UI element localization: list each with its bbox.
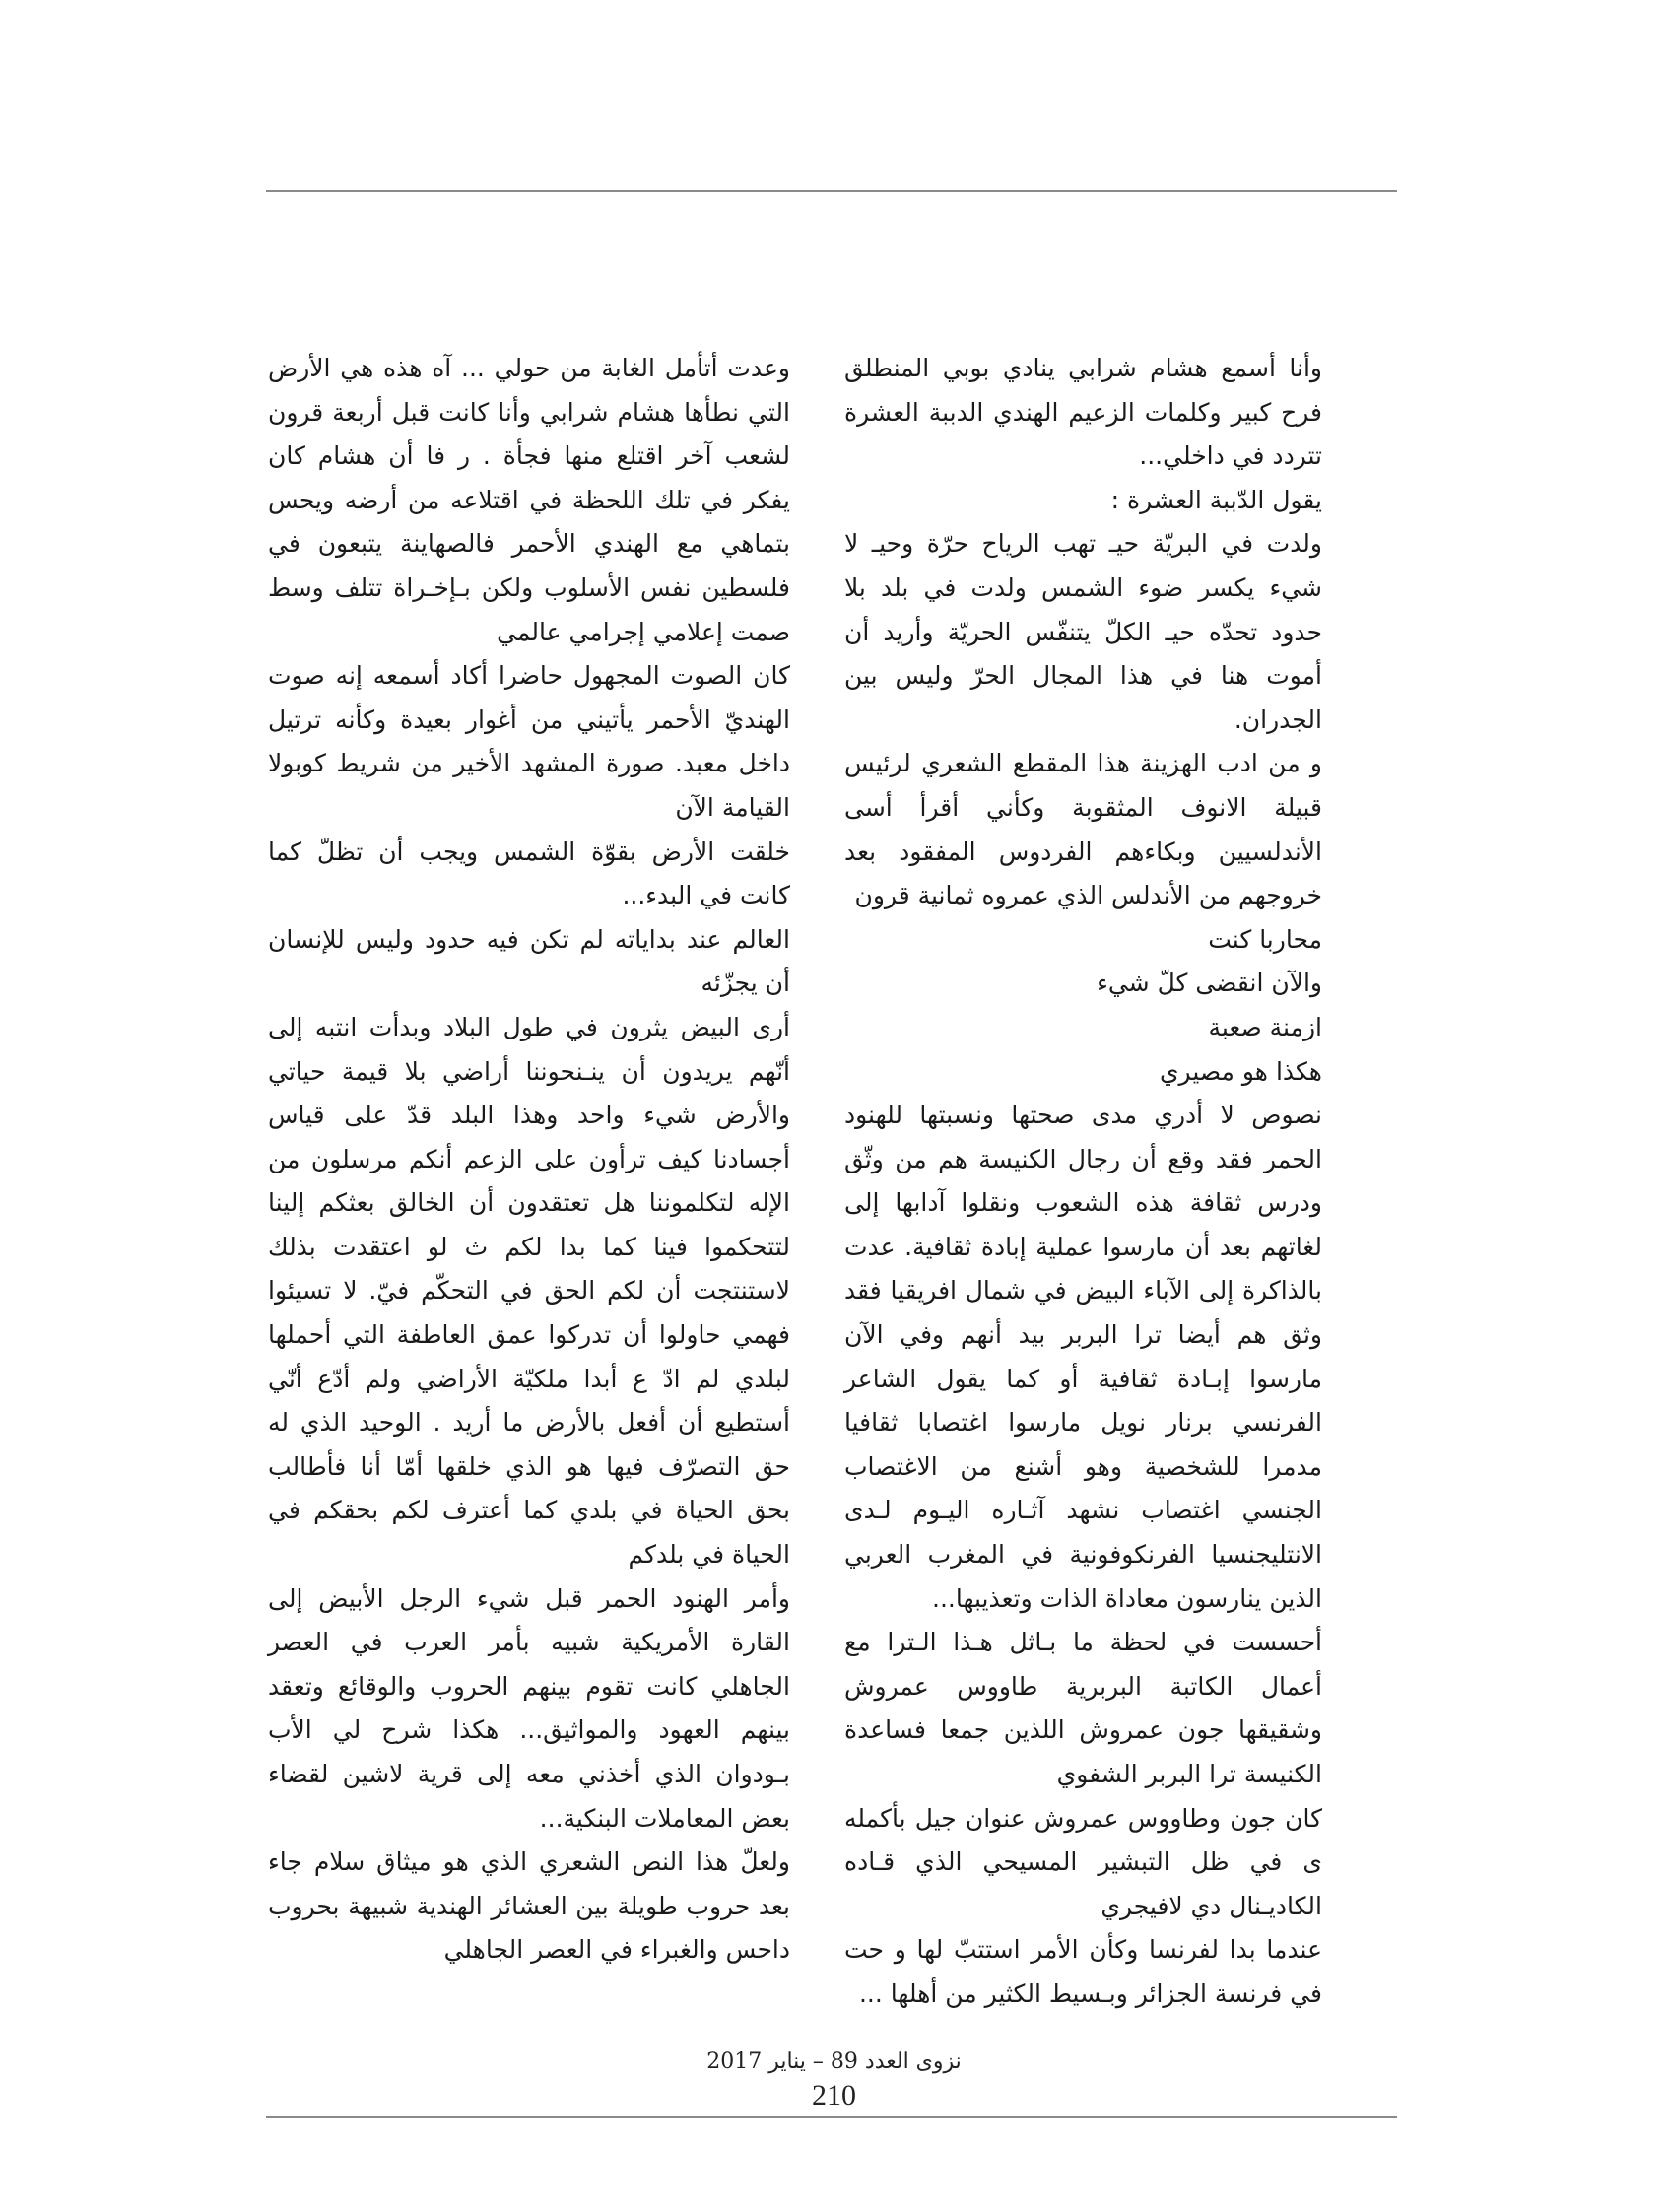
paragraph: يقول الدّببة العشرة :: [1110, 485, 1322, 514]
poem-line: والآن انقضى كلّ شيء: [1097, 969, 1322, 998]
poem-line: ازمنة صعبة: [1208, 1012, 1322, 1041]
footer-issue-info: نزوى العدد 89 – يناير 2017: [706, 2049, 962, 2074]
footer-rule: [266, 2116, 1397, 2118]
paragraph: عندما بدا لفرنسا وكأن الأمر استتبّ لها و حت في فرنسة الجزائر وبـسيط الكثير من أهلها ...: [844, 1935, 1322, 2008]
paragraph: ولدت في البريّة حيـ تهب الرياح حرّة وحيـ لا شيء يكسر ضوء الشمس ولدت في بلد بلا حدود تحدّه حيـ الكلّ يتنفّس الحريّة وأريد أن أموت هنا في هذا المجال الحرّ وليس بين الجدران.: [844, 529, 1322, 734]
poem-line: هكذا هو مصيري: [1159, 1056, 1322, 1086]
paragraph: أرى البيض يثرون في طول البلاد وبدأت انتبه إلى أنّهم يريدون أن ينـنحوننا أراضي بلا قيمة حياتي والأرض شيء واحد وهذا البلد قدّ على قياس أجسادنا كيف ترأون على الزعم أنكم مرسلون من الإله لتكلموننا هل تعتقدون أن الخالق بعثكم إلينا لتتحكموا فينا كما بدا لكم ث لو اعتقدت بذلك لاستنتجت أن لكم الحق في التحكّم فيّ. لا تسيئوا فهمي حاولوا أن تدركوا عمق العاطفة التي أحملها لبلدي لم ادّ ع أبدا ملكيّة الأراضي ولم أدّع أنّي أستطيع أن أفعل بالأرض ما أريد . الوحيد الذي له حق التصرّف فيها هو الذي خلقها أمّا أنا فأطالب بحق الحياة في بلدي كما أعترف لكم بحقكم في الحياة في بلدكم: [268, 1012, 790, 1570]
page-number: 210: [812, 2079, 856, 2111]
paragraph: و من ادب الهزينة هذا المقطع الشعري لرئيس قبيلة الانوف المثقوبة وكأني أقرأ أسى الأندلسيين وبكاءهم الفردوس المفقود بعد خروجهم من الأندلس الذي عمروه ثمانية قرون: [844, 749, 1322, 910]
paragraph: كان الصوت المجهول حاضرا أكاد أسمعه إنه صوت الهنديّ الأحمر يأتيني من أغوار بعيدة وكأنه ترتيل داخل معبد. صورة المشهد الأخير من شريط كوبولا القيامة الآن: [268, 661, 790, 822]
header-rule: [266, 190, 1397, 192]
paragraph: ولعلّ هذا النص الشعري الذي هو ميثاق سلام جاء بعد حروب طويلة بين العشائر الهندية شبيهة بحروب داحس والغبراء في العصر الجاهلي: [268, 1847, 790, 1965]
left-column: [268, 347, 790, 1973]
paragraph: نصوص لا أدري مدى صحتها ونسبتها للهنود الحمر فقد وقع أن رجال الكنيسة هم من وثّق ودرس ثقافة هذه الشعوب ونقلوا آدابها إلى لغاتهم بعد أن مارسوا عملية إبادة ثقافية. عدت بالذاكرة إلى الآباء البيض في شمال افريقيا فقد وثق هم أيضا ترا البربر بيد أنهم وفي الآن مارسوا إبـادة ثقافية أو كما يقول الشاعر الفرنسي برنار نويل مارسوا اغتصابا ثقافيا مدمرا للشخصية وهو أشنع من الاغتصاب الجنسي اغتصاب نشهد آثـاره اليـوم لـدى الانتليجنسيا الفرنكوفونية في المغرب العربي الذين ينارسون معاداة الذات وتعذيبها...: [844, 1101, 1322, 1613]
paragraph: أحسست في لحظة ما بـاثل هـذا الـترا مع أعمال الكاتبة البربرية طاووس عمروش وشقيقها جون عمروش اللذين جمعا فساعدة الكنيسة ترا البربر الشفوي: [844, 1628, 1322, 1788]
paragraph: العالم عند بداياته لم تكن فيه حدود وليس للإنسان أن يجزّئه: [268, 924, 790, 998]
right-column: [844, 347, 1322, 2017]
paragraph: وأنا أسمع هشام شرابي ينادي بوبي المنطلق فرح كبير وكلمات الزعيم الهندي الدببة العشرة تتردد في داخلي...: [844, 354, 1322, 471]
poem-line: محاربا كنت: [1208, 924, 1322, 954]
paragraph: كان جون وطاووس عمروش عنوان جيل بأكمله ى في ظل التبشير المسيحي الذي قـاده الكاديـنال دي لافيجري: [844, 1803, 1322, 1920]
paragraph: خلقت الأرض بقوّة الشمس ويجب أن تظلّ كما كانت في البدء...: [268, 837, 790, 910]
paragraph: وأمر الهنود الحمر قبل شيء الرجل الأبيض إلى القارة الأمريكية شبيه بأمر العرب في العصر الجاهلي كانت تقوم بينهم الحروب والوقائع وتعقد بينهم العهود والمواثيق... هكذا شرح لي الأب بـودوان الذي أخذني معه إلى قرية لاشين لقضاء بعض المعاملات البنكية...: [268, 1583, 790, 1833]
paragraph: وعدت أتأمل الغابة من حولي ... آه هذه هي الأرض التي نطأها هشام شرابي وأنا كانت قبل أربعة قرون لشعب آخر اقتلع منها فجأة . ر فا أن هشام كان يفكر في تلك اللحظة في اقتلاعه من أرضه ويحس بتماهي مع الهندي الأحمر فالصهاينة يتبعون في فلسطين نفس الأسلوب ولكن بـإخـراة تتلف وسط صمت إعلامي إجرامي عالمي: [268, 354, 790, 646]
